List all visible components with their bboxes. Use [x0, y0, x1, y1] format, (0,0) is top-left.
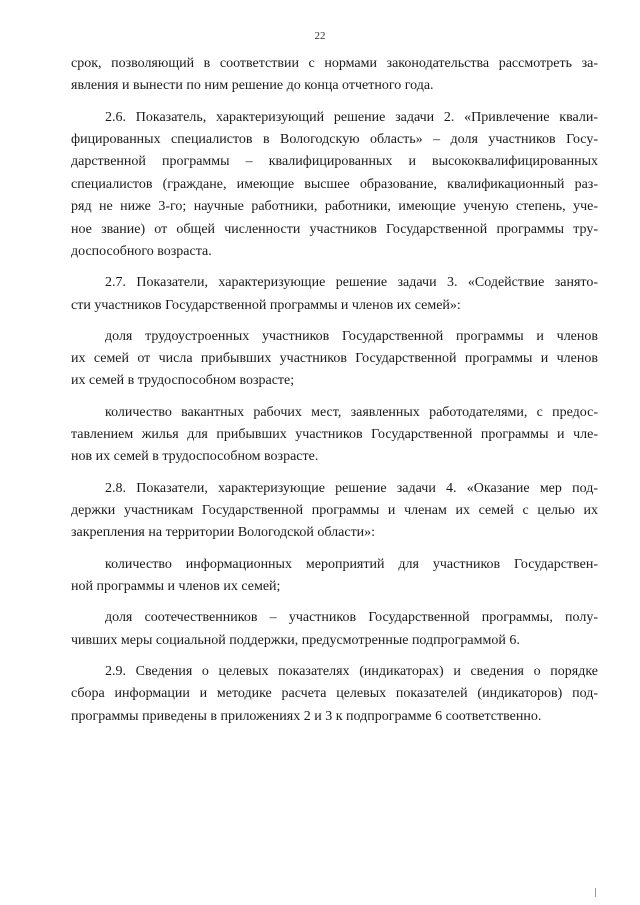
- text-line: 2.8. Показатели, характеризующие решение задачи 4. «Оказание мер под-: [105, 480, 598, 496]
- text-line: закрепления на территории Вологодской области»:: [71, 525, 376, 541]
- text-line: 2.6. Показатель, характеризующий решение задачи 2. «Привлечение квали-: [105, 109, 598, 125]
- text-line: доспособного возраста.: [71, 243, 212, 259]
- text-line: количество вакантных рабочих мест, заявленных работодателями, с предос-: [105, 404, 598, 420]
- text-line: ряд не ниже 3-го; научные работники, работники, имеющие ученую степень, уче-: [71, 199, 598, 215]
- paragraph: [71, 326, 598, 393]
- text-line: сбора информации и методике расчета целевых показателей (индикаторов) под-: [71, 686, 598, 702]
- text-line: тавлением жилья для прибывших участников Государственной программы и чле-: [71, 427, 598, 443]
- text-line: дарственной программы – квалифицированных и высококвалифицированных: [71, 154, 598, 170]
- text-line: фицированных специалистов в Вологодскую область» – доля участников Госу-: [71, 131, 598, 147]
- text-line: ное звание) от общей численности участников Государственной программы тру-: [71, 221, 598, 237]
- text-line: их семей в трудоспособном возрасте;: [71, 373, 295, 389]
- text-line: чивших меры социальной поддержки, предусмотренные подпрограммой 6.: [71, 632, 520, 648]
- text-line: 2.9. Сведения о целевых показателях (индикаторах) и сведения о порядке: [105, 663, 598, 679]
- text-line: доля соотечественников – участников Государственной программы, полу-: [105, 610, 598, 626]
- text-line: сти участников Государственной программы и членов их семей»:: [71, 297, 461, 313]
- paragraph: [71, 554, 598, 599]
- text-line: нов их семей в трудоспособном возрасте.: [71, 449, 319, 465]
- body-text: [71, 53, 598, 728]
- text-line: держки участникам Государственной программы и членам их семей с целью их: [71, 503, 598, 519]
- paragraph: [71, 478, 598, 545]
- paragraph: [71, 402, 598, 469]
- text-line: количество информационных мероприятий для участников Государствен-: [105, 556, 598, 572]
- text-line: 2.7. Показатели, характеризующие решение задачи 3. «Содействие занято-: [105, 275, 598, 291]
- paragraph: [71, 272, 598, 317]
- scan-mark: [595, 888, 596, 897]
- page-number: 22: [314, 30, 326, 42]
- text-line: явления и вынести по ним решение до конца отчетного года.: [71, 78, 434, 94]
- text-line: специалистов (граждане, имеющие высшее образование, квалификационный раз-: [71, 176, 598, 192]
- paragraph: [71, 107, 598, 264]
- paragraph: [71, 53, 598, 98]
- text-line: доля трудоустроенных участников Государственной программы и членов: [105, 328, 598, 344]
- paragraph: [71, 607, 598, 652]
- paragraph: [71, 661, 598, 728]
- text-line: их семей от числа прибывших участников Государственной программы и членов: [71, 351, 598, 367]
- text-line: ной программы и членов их семей;: [71, 578, 281, 594]
- text-line: срок, позволяющий в соответствии с нормами законодательства рассмотреть за-: [71, 56, 598, 71]
- text-line: программы приведены в приложениях 2 и 3 к подпрограмме 6 соответственно.: [71, 708, 542, 724]
